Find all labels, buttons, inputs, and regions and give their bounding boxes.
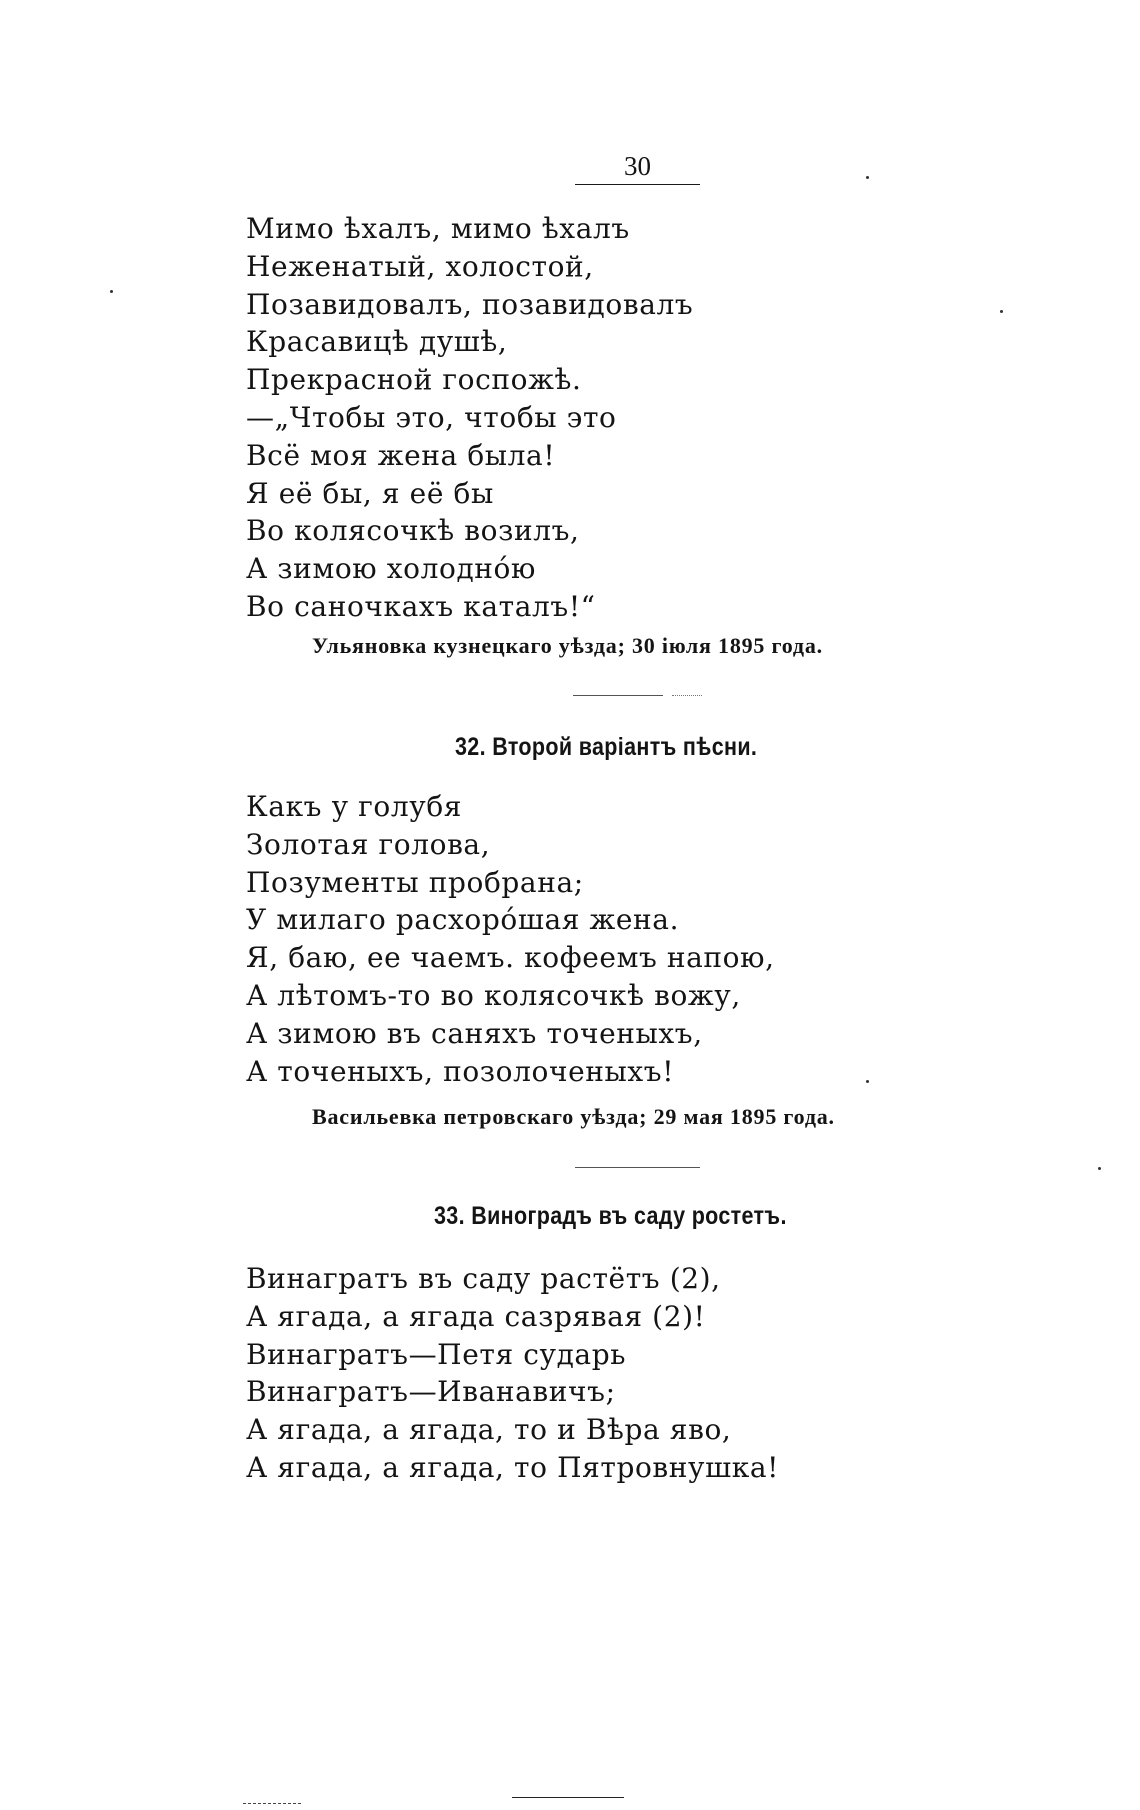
song-source-note: Ульяновка кузнецкаго уѣзда; 30 іюля 1895 года. (312, 633, 823, 658)
verse-line: А ягада, а ягада сазрявая (2)! (246, 1299, 706, 1333)
verse-line: А ягада, а ягада, то и Вѣра яво, (246, 1413, 732, 1447)
song-verse-continued (246, 210, 693, 626)
section-divider (573, 695, 663, 696)
verse-line: А ягада, а ягада, то Пятровнушка! (246, 1450, 780, 1484)
verse-line: Во саночкахъ каталъ!“ (246, 589, 596, 623)
verse-line: Позументы пробрана; (246, 865, 584, 899)
verse-line: Всё моя жена была! (246, 438, 556, 472)
scan-speck (1000, 310, 1003, 313)
verse-line: Я её бы, я её бы (246, 476, 494, 510)
scan-speck (1098, 1167, 1101, 1170)
verse-line: Золотая голова, (246, 827, 491, 861)
verse-line: Какъ у голубя (246, 790, 463, 823)
scan-speck (110, 290, 113, 293)
verse-line: Позавидовалъ, позавидовалъ (246, 287, 694, 321)
section-divider-dotted (672, 695, 702, 696)
song-heading-32: 32. Второй варіантъ пѣсни. (455, 733, 758, 761)
verse-line: Красавицѣ душѣ, (246, 325, 508, 359)
verse-line: Неженатый, холостой, (246, 249, 594, 283)
verse-line: А лѣтомъ-то во колясочкѣ вожу, (246, 978, 741, 1012)
verse-line: Я, баю, ее чаемъ. кофеемъ напою, (246, 941, 775, 975)
verse-line: А зимою холоднóю (246, 552, 536, 586)
song-source-note: Васильевка петровскаго уѣзда; 29 мая 1895 года. (312, 1104, 835, 1129)
verse-line: А зимою въ саняхъ точеныхъ, (246, 1016, 703, 1050)
scan-speck (866, 176, 869, 179)
song-verse-32 (246, 788, 775, 1090)
verse-line: —„Чтобы это, чтобы это (246, 400, 617, 434)
verse-line: Во колясочкѣ возилъ, (246, 514, 580, 548)
verse-line: Мимо ѣхалъ, мимо ѣхалъ (246, 212, 630, 245)
page-number-rule (575, 184, 700, 185)
section-divider (575, 1167, 700, 1168)
song-verse-33 (246, 1260, 779, 1487)
verse-line: Винагратъ—Иванавичъ; (246, 1375, 616, 1409)
page-number: 30 (624, 151, 651, 181)
verse-line: Винагратъ въ саду растётъ (2), (246, 1262, 721, 1295)
verse-line: Винагратъ—Петя сударь (246, 1337, 627, 1371)
song-heading-33: 33. Виноградъ въ саду ростетъ. (434, 1202, 787, 1230)
scan-speck (866, 1080, 869, 1083)
bottom-rule (512, 1797, 624, 1798)
verse-line: А точеныхъ, позолоченыхъ! (246, 1054, 675, 1088)
verse-line: У милаго расхорóшая жена. (246, 903, 680, 937)
bottom-rule-dashed (243, 1803, 301, 1804)
verse-line: Прекрасной госпожѣ. (246, 363, 582, 397)
